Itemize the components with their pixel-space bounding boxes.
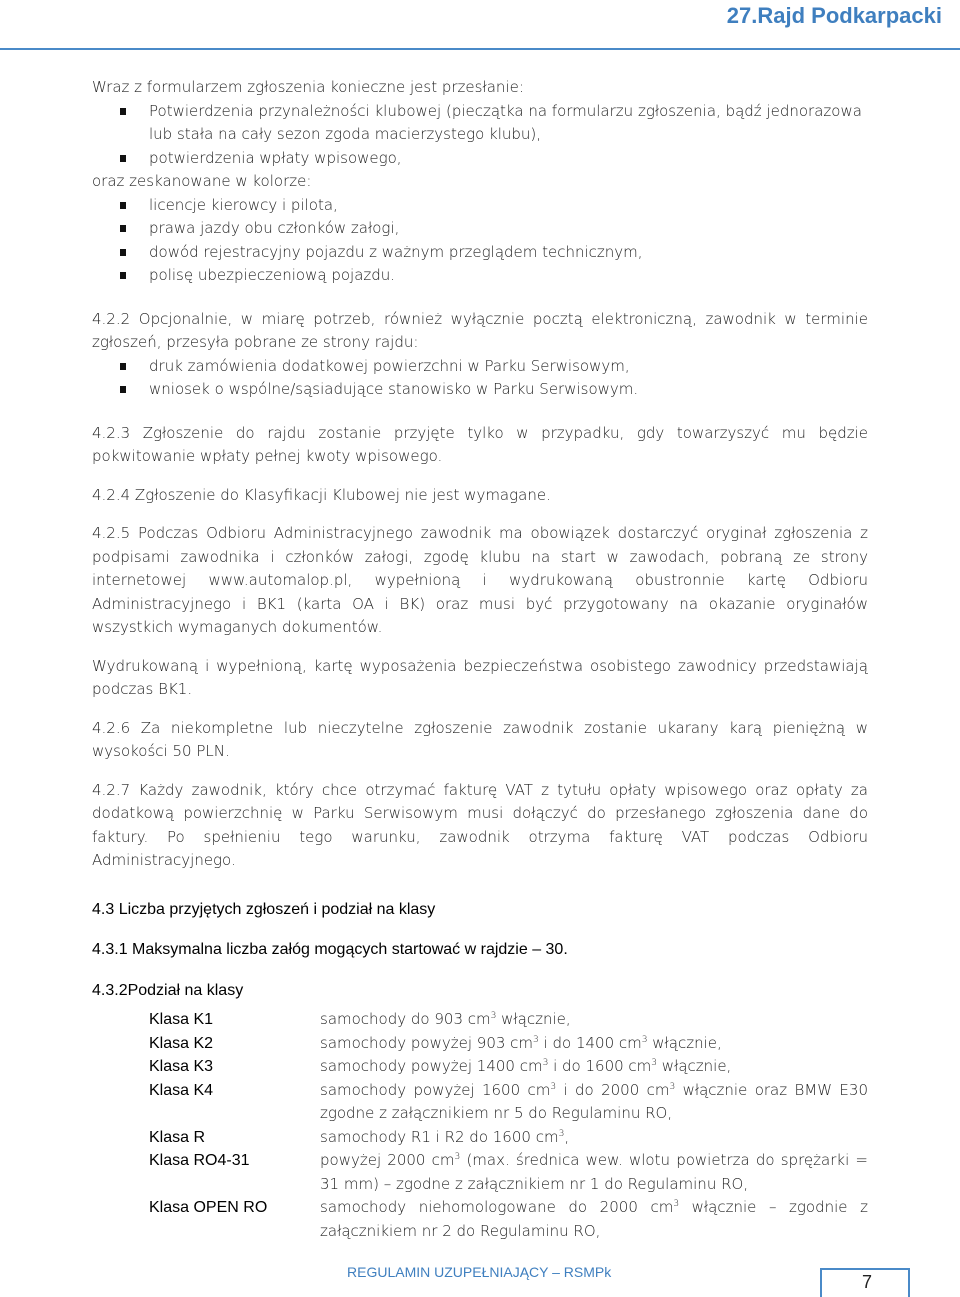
paragraph-4-2-7: 4.2.7 Każdy zawodnik, który chce otrzymać fakturę VAT z tytułu opłaty wpisowego oraz opłaty za dodatkową powierzchnię w Parku Serwisowym musi dołączyć do przesłanego zgłoszenia dane do faktury. Po spełnieniu tego warunku, zawodnik otrzyma fakturę VAT podczas Odbioru Administracyjnego. xyxy=(92,780,868,869)
list-item: licencje kierowcy i pilota, xyxy=(149,194,868,218)
class-name: Klasa OPEN RO xyxy=(149,1199,268,1216)
list-item: Potwierdzenia przynależności klubowej (pieczątka na formularzu zgłoszenia, bądź jednorazowa lub stała na cały sezon zgoda macierzystego klubu), xyxy=(149,100,868,147)
class-description: samochody powyżej 1400 $cm^3$ i do 1600 $cm^3$ włącznie, xyxy=(320,1057,732,1075)
class-row xyxy=(149,1149,868,1196)
paragraph-4-2-5-bk1: Wydrukowaną i wypełnioną, kartę wyposażenia bezpieczeństwa osobistego zawodnicy przedstawiają podczas BK1. xyxy=(92,656,868,698)
bullet-list-scans xyxy=(92,194,868,288)
footer-title: REGULAMIN UZUPEŁNIAJĄCY – RSMPk xyxy=(347,1264,612,1280)
list-item: wniosek o wspólne/sąsiadujące stanowisko w Parku Serwisowym. xyxy=(149,378,868,402)
class-row xyxy=(149,1032,868,1056)
list-item: potwierdzenia wpłaty wpisowego, xyxy=(149,147,868,171)
paragraph-4-2-3: 4.2.3 Zgłoszenie do rajdu zostanie przyjęte tylko w przypadku, gdy towarzyszyć mu będzie pokwitowanie wpłaty pełnej kwoty wpisowego. xyxy=(92,423,868,465)
list-item: prawa jazdy obu członków załogi, xyxy=(149,217,868,241)
class-table xyxy=(149,1008,868,1243)
document-body xyxy=(92,76,868,1243)
heading-4-3: 4.3 Liczba przyjętych zgłoszeń i podział na klasy xyxy=(92,900,436,918)
class-row xyxy=(149,1196,868,1243)
paragraph-4-2-2: 4.2.2 Opcjonalnie, w miarę potrzeb, również wyłącznie pocztą elektroniczną, zawodnik w terminie zgłoszeń, przesyła pobrane ze strony rajdu: xyxy=(92,309,868,351)
class-description: samochody R1 i R2 do 1600 $cm^3$, xyxy=(320,1127,570,1146)
list-item: druk zamówienia dodatkowej powierzchni w Parku Serwisowym, xyxy=(149,355,868,379)
class-row xyxy=(149,1079,868,1126)
class-description: samochody powyżej 903 $cm^3$ i do 1400 $cm^3$ włącznie, xyxy=(320,1033,722,1052)
list-item: polisę ubezpieczeniową pojazdu. xyxy=(149,264,868,288)
list-item: dowód rejestracyjny pojazdu z ważnym przeglądem technicznym, xyxy=(149,241,868,265)
paragraph-4-2-5: 4.2.5 Podczas Odbioru Administracyjnego zawodnik ma obowiązek dostarczyć oryginał zgłoszenia z podpisami zawodnika i członków załogi, zgodę klubu na start w zawodach, pobraną ze strony internetowej www.automalop.pl, wypełnioną i wydrukowaną obustronnie kartę Odbioru Administracyjnego i BK1 (karta OA i BK) oraz musi być przygotowany na okazanie oryginałów wszystkich wymaganych dokumentów. xyxy=(92,524,868,636)
class-row xyxy=(149,1008,868,1032)
paragraph-4-2-6: 4.2.6 Za niekompletne lub nieczytelne zgłoszenie zawodnik zostanie ukarany karą pieniężną w wysokości 50 PLN. xyxy=(92,718,868,760)
heading-4-3-1: 4.3.1 Maksymalna liczba załóg mogących startować w rajdzie – 30. xyxy=(92,941,568,958)
header-divider xyxy=(0,48,960,50)
class-row xyxy=(149,1126,868,1150)
class-description: samochody niehomologowane do 2000 $cm^3$ włącznie – zgodnie z załącznikiem nr 2 do Regulaminu RO, xyxy=(320,1198,868,1240)
class-name: Klasa K1 xyxy=(149,1011,214,1028)
paragraph-scans: oraz zeskanowane w kolorze: xyxy=(92,172,312,190)
document-header-title: 27.Rajd Podkarpacki xyxy=(726,3,942,28)
class-row xyxy=(149,1055,868,1079)
class-name: Klasa K3 xyxy=(149,1058,214,1075)
heading-4-3-2: 4.3.2Podział na klasy xyxy=(92,981,244,999)
bullet-list-documents xyxy=(92,100,868,171)
class-description: powyżej 2000 $cm^3$ (max. średnica wew. wlotu powietrza do sprężarki = 31 mm) – zgodne z załącznikiem nr 1 do Regulaminu RO, xyxy=(320,1151,868,1193)
page-number: 7 xyxy=(862,1272,873,1292)
bullet-list-optional xyxy=(92,355,868,402)
class-name: Klasa RO4-31 xyxy=(149,1152,250,1169)
class-description: samochody powyżej 1600 $cm^3$ i do 2000 $cm^3$ włącznie oraz BMW E30 zgodne z załącznikiem nr 5 do Regulaminu RO, xyxy=(320,1080,868,1122)
class-name: Klasa R xyxy=(149,1128,206,1146)
class-name: Klasa K2 xyxy=(149,1034,214,1052)
paragraph-intro: Wraz z formularzem zgłoszenia konieczne jest przesłanie: xyxy=(92,78,524,96)
class-name: Klasa K4 xyxy=(149,1081,214,1099)
paragraph-4-2-4: 4.2.4 Zgłoszenie do Klasyfikacji Klubowej nie jest wymagane. xyxy=(92,485,551,504)
class-description: samochody do 903 $cm^3$ włącznie, xyxy=(320,1010,571,1028)
